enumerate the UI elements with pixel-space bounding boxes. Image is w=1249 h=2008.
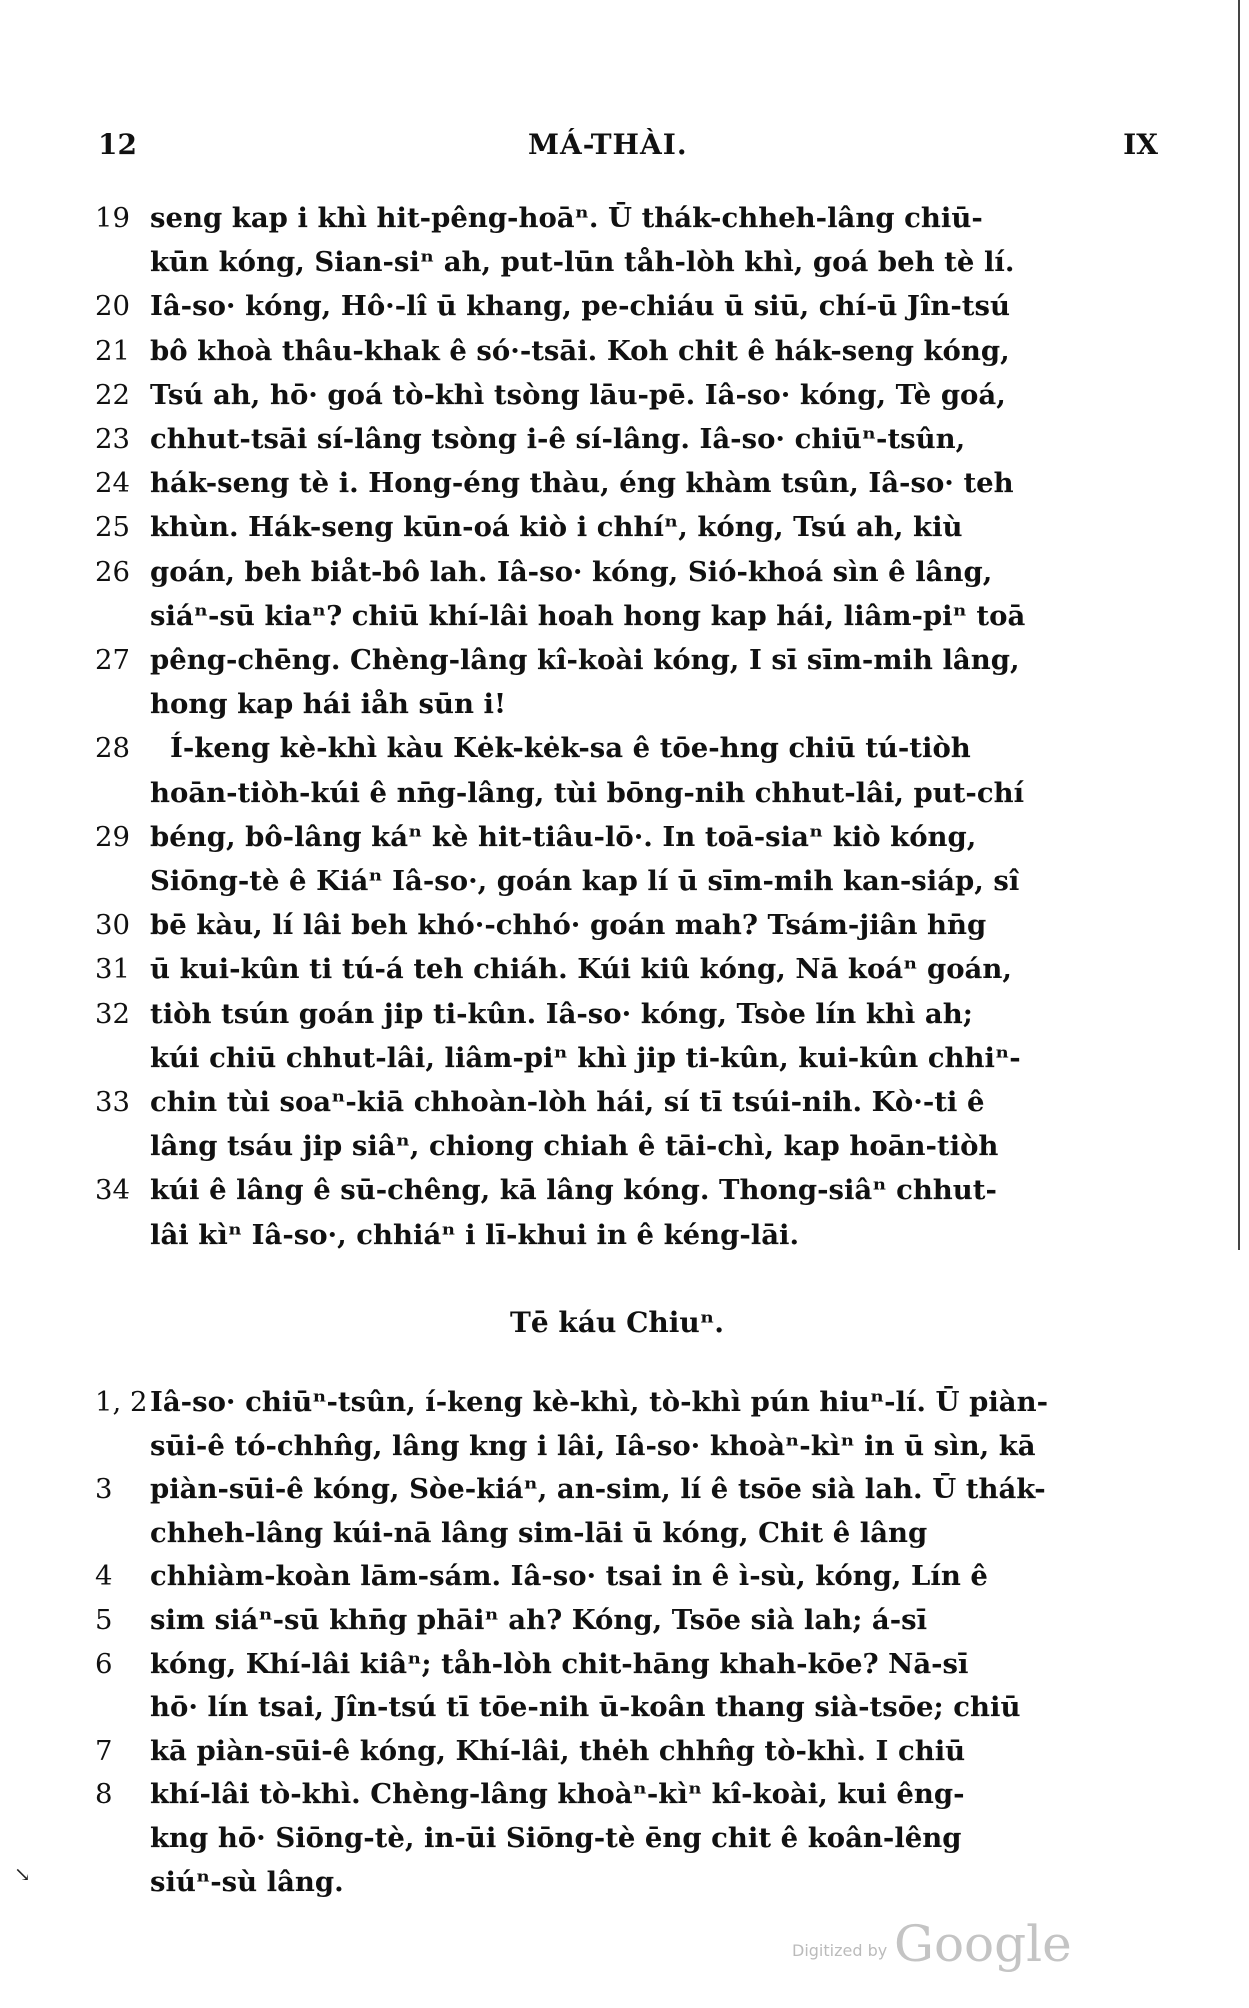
line-text: hoān-tiòh-kúi ê nn̄g-lâng, tùi bōng-nih chhut-lâi, put-chí (150, 776, 1025, 809)
line-text: kúi chiū chhut-lâi, liâm-piⁿ khì jip ti-kûn, kui-kûn chhiⁿ- (150, 1041, 1021, 1074)
line-text: chheh-lâng kúi-nā lâng sim-lāi ū kóng, Chit ê lâng (150, 1516, 928, 1549)
line-text: bô khoà thâu-khak ê só·-tsāi. Koh chit ê hák-seng kóng, (150, 334, 1010, 367)
line-text: hák-seng tè i. Hong-éng thàu, éng khàm tsûn, Iâ-so· teh (150, 467, 1014, 500)
verse-number: 8 (95, 1778, 113, 1811)
digitized-prefix: Digitized by (792, 1941, 888, 1960)
verse-number: 7 (95, 1734, 113, 1767)
line-text: Iâ-so· chiūⁿ-tsûn, í-keng kè-khì, tò-khì pún hiuⁿ-lí. Ū piàn- (150, 1386, 1049, 1418)
verse-number: 32 (95, 997, 130, 1030)
line-text: pêng-chēng. Chèng-lâng kî-koài kóng, I sī sīm-mih lâng, (150, 644, 1020, 676)
book-title: MÁ-THÀI. (528, 128, 688, 161)
verse-number: 21 (95, 334, 130, 367)
line-text: bē kàu, lí lâi beh khó·-chhó· goán mah? Tsám-jiân hn̄g (150, 909, 987, 942)
verse-number: 20 (95, 290, 130, 323)
verse-number: 6 (95, 1647, 113, 1680)
running-header (98, 128, 1158, 168)
verse-number: 28 (95, 732, 130, 765)
verse-number: 3 (95, 1473, 113, 1506)
chapter-number: IX (1123, 128, 1158, 161)
verse-number: 31 (95, 953, 130, 986)
line-text: goán, beh biåt-bô lah. Iâ-so· kóng, Sió-khoá sìn ê lâng, (150, 555, 993, 588)
line-text: siúⁿ-sù lâng. (150, 1865, 344, 1898)
verse-number: 29 (95, 820, 130, 853)
verse-number: 30 (95, 909, 130, 942)
verse-number: 19 (95, 202, 130, 234)
line-text: chin tùi soaⁿ-kiā chhoàn-lòh hái, sí tī tsúi-nih. Kò·-ti ê (150, 1086, 985, 1118)
line-text: chhut-tsāi sí-lâng tsòng i-ê sí-lâng. Iâ-so· chiūⁿ-tsûn, (150, 423, 966, 455)
line-text: seng kap i khì hit-pêng-hoāⁿ. Ū thák-chheh-lâng chiū- (150, 202, 983, 234)
verse-number: 22 (95, 378, 130, 411)
line-text: sūi-ê tó-chhn̂g, lâng kng i lâi, Iâ-so· khoàⁿ-kìⁿ in ū sìn, kā (150, 1429, 1036, 1462)
verse-number: 1, 2 (95, 1386, 148, 1418)
verse-number: 34 (95, 1174, 130, 1207)
section-heading-text: Tē káu Chiuⁿ. (510, 1306, 724, 1339)
section-heading (0, 1306, 1249, 1339)
verse-number: 33 (95, 1086, 130, 1118)
verse-number: 27 (95, 644, 130, 676)
google-logo: Google (894, 1915, 1072, 1973)
line-text: kng hō· Siōng-tè, in-ūi Siōng-tè ēng chit ê koân-lêng (150, 1822, 962, 1854)
line-text: lâi kìⁿ Iâ-so·, chhiáⁿ i lī-khui in ê kéng-lāi. (150, 1218, 800, 1251)
line-text: piàn-sūi-ê kóng, Sòe-kiáⁿ, an-sim, lí ê tsōe sià lah. Ū thák- (150, 1473, 1046, 1506)
line-text: kúi ê lâng ê sū-chêng, kā lâng kóng. Thong-siâⁿ chhut- (150, 1174, 997, 1207)
line-text: lâng tsáu jip siâⁿ, chiong chiah ê tāi-chì, kap hoān-tiòh (150, 1130, 999, 1163)
line-text: khí-lâi tò-khì. Chèng-lâng khoàⁿ-kìⁿ kî-koài, kui êng- (150, 1778, 965, 1811)
line-text: kā piàn-sūi-ê kóng, Khí-lâi, thėh chhn̂g tò-khì. I chiū (150, 1734, 966, 1767)
verse-number: 5 (95, 1604, 113, 1636)
line-text: hō· lín tsai, Jîn-tsú tī tōe-nih ū-koân thang sià-tsōe; chiū (150, 1691, 1021, 1724)
line-text: hong kap hái iåh sūn i! (150, 688, 507, 721)
page-number: 12 (98, 128, 137, 161)
verse-number: 4 (95, 1560, 113, 1593)
page-edge-rule (1238, 0, 1240, 1250)
line-text: Í-keng kè-khì kàu Kėk-kėk-sa ê tōe-hng chiū tú-tiòh (170, 732, 971, 765)
verse-number: 23 (95, 423, 130, 455)
line-text: sim siáⁿ-sū khn̄g phāiⁿ ah? Kóng, Tsōe sià lah; á-sī (150, 1604, 928, 1636)
line-text: béng, bô-lâng káⁿ kè hit-tiâu-lō·. In toā-siaⁿ kiò kóng, (150, 820, 977, 853)
line-text: tiòh tsún goán jip ti-kûn. Iâ-so· kóng, Tsòe lín khì ah; (150, 997, 973, 1030)
line-text: khùn. Hák-seng kūn-oá kiò i chhíⁿ, kóng, Tsú ah, kiù (150, 511, 963, 544)
line-text: Iâ-so· kóng, Hô·-lî ū khang, pe-chiáu ū siū, chí-ū Jîn-tsú (150, 290, 1010, 323)
line-text: kūn kóng, Sian-siⁿ ah, put-lūn tåh-lòh khì, goá beh tè lí. (150, 246, 1015, 279)
verse-number: 24 (95, 467, 130, 500)
verse-number: 26 (95, 555, 130, 588)
line-text: kóng, Khí-lâi kiâⁿ; tåh-lòh chit-hāng khah-kōe? Nā-sī (150, 1647, 969, 1680)
line-text: Tsú ah, hō· goá tò-khì tsòng lāu-pē. Iâ-so· kóng, Tè goá, (150, 378, 1006, 411)
line-text: Siōng-tè ê Kiáⁿ Iâ-so·, goán kap lí ū sīm-mih kan-siáp, sî (150, 865, 1020, 897)
line-text: ū kui-kûn ti tú-á teh chiáh. Kúi kiû kóng, Nā koáⁿ goán, (150, 953, 1012, 986)
line-text: siáⁿ-sū kiaⁿ? chiū khí-lâi hoah hong kap hái, liâm-piⁿ toā (150, 599, 1026, 632)
line-text: chhiàm-koàn lām-sám. Iâ-so· tsai in ê ì-sù, kóng, Lín ê (150, 1560, 988, 1593)
verse-number: 25 (95, 511, 130, 544)
margin-mark-icon: ↘ (14, 1862, 31, 1886)
